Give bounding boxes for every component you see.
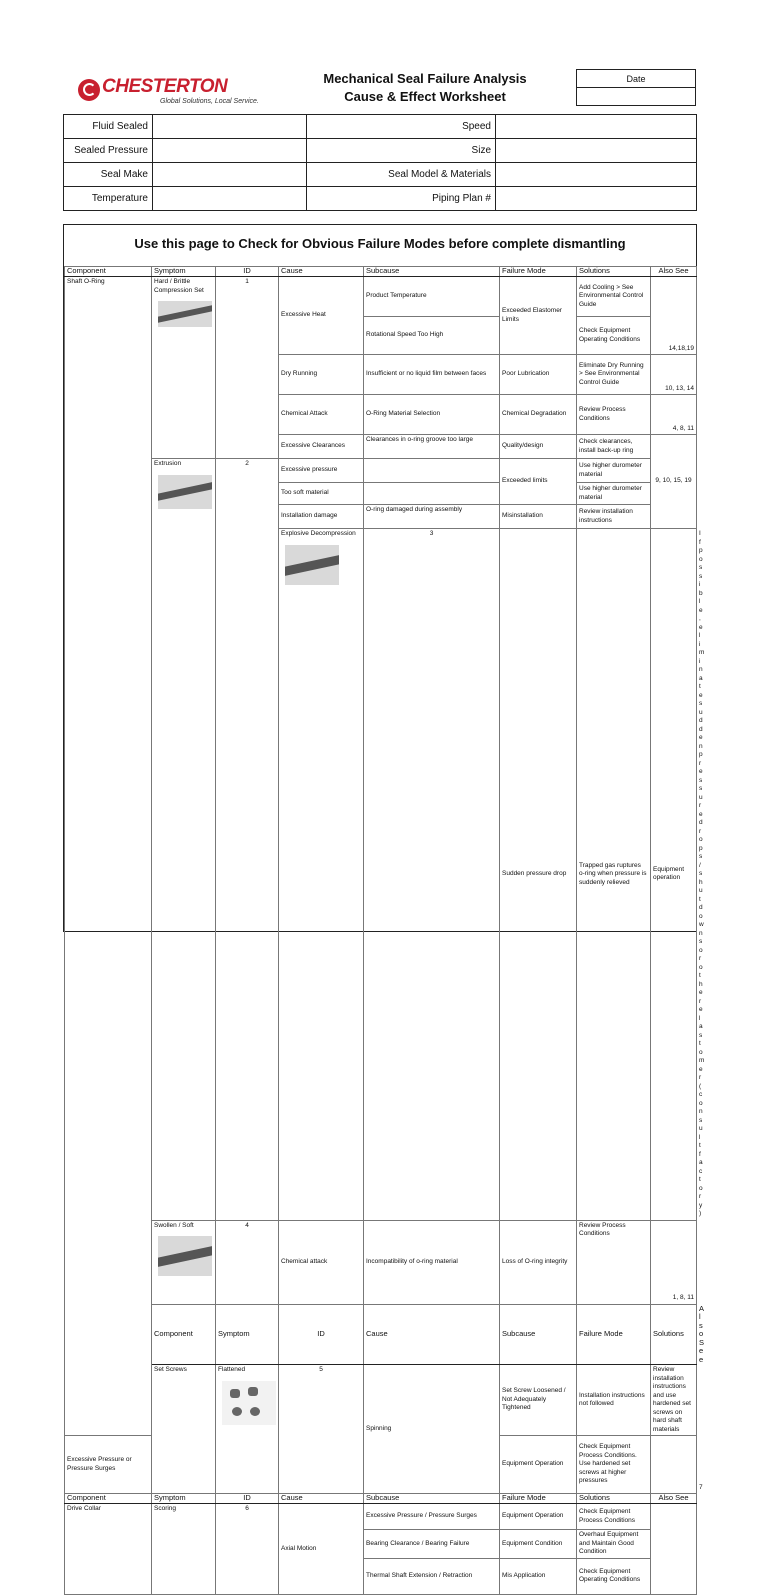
chesterton-logo [78, 76, 259, 110]
col-failure-mode: Failure Mode [500, 267, 577, 277]
oring-photo [158, 475, 212, 509]
symptom-cell [152, 459, 216, 1221]
col-component: Component [152, 1304, 216, 1365]
col-cause: Cause [279, 267, 364, 277]
symptom-cell [152, 1220, 216, 1304]
cause-cell: Sudden pressure drop [500, 529, 577, 1221]
table-row: Explosive Decompression 3 Sudden pressure drop Trapped gas ruptures o-ring when pressure is suddenly relieved Equipment operation If possible, eliminate sudden pressure drops/shutdowns or other elastomer (consult factory) [65, 529, 697, 1221]
piping-plan-field[interactable] [496, 187, 697, 211]
solution-cell: Use higher durometer material [577, 483, 651, 505]
subcause-cell: Excessive Pressure or Pressure Surges [65, 1436, 152, 1494]
component-cell: Set Screws [152, 1365, 216, 1494]
cause-cell: Spinning [364, 1365, 500, 1494]
title-line-1: Mechanical Seal Failure Analysis [323, 71, 527, 86]
col-id: ID [216, 1494, 279, 1504]
solution-cell: Check clearances, install back-up ring [577, 435, 651, 459]
id-cell: 4 [216, 1220, 279, 1304]
col-failure-mode: Failure Mode [500, 1494, 577, 1504]
also-see-cell: 10, 13, 14 [651, 355, 697, 395]
cause-cell: Excessive Clearances [279, 435, 364, 459]
failure-mode-cell: Mis Application [500, 1558, 577, 1594]
solution-cell: Review installation instructions and use hardened set screws on hard shaft materials [651, 1365, 697, 1436]
failure-mode-cell: Poor Lubrication [500, 355, 577, 395]
solution-cell: Check Equipment Process Conditions. Use hardened set screws at higher pressures [577, 1436, 651, 1494]
failure-mode-cell: Chemical Degradation [500, 395, 577, 435]
subcause-cell: Insufficient or no liquid film between faces [364, 355, 500, 395]
symptom-cell [152, 277, 216, 459]
table-header [65, 1494, 697, 1504]
symptom-label: Hard / Brittle Compression Set [154, 278, 204, 294]
col-failure-mode: Failure Mode [577, 1304, 651, 1365]
failure-mode-cell: Exceeded limits [500, 459, 577, 505]
id-cell: 1 [216, 277, 279, 459]
solution-cell: Review installation instructions [577, 505, 651, 529]
symptom-label: Explosive Decompression [281, 530, 356, 537]
symptom-label: Swollen / Soft [154, 1221, 194, 1229]
col-component: Component [65, 267, 152, 277]
date-label: Date [577, 70, 696, 88]
col-also-see: Also See [651, 1494, 697, 1504]
screw-shape [248, 1387, 258, 1396]
seal-model-label: Seal Model & Materials [307, 163, 496, 187]
symptom-cell: Scoring [152, 1504, 216, 1595]
col-symptom: Symptom [152, 267, 216, 277]
solution-cell: Review Process Conditions [577, 395, 651, 435]
table-row [65, 1504, 697, 1530]
table-row [65, 459, 697, 483]
failure-mode-cell: Installation instructions not followed [577, 1365, 651, 1436]
col-id: ID [216, 267, 279, 277]
col-solutions: Solutions [577, 1494, 651, 1504]
cause-cell: Dry Running [279, 355, 364, 395]
subcause-cell: Thermal Shaft Extension / Retraction [364, 1558, 500, 1594]
temperature-label: Temperature [64, 187, 153, 211]
screw-shape [230, 1389, 240, 1398]
fluid-sealed-label: Fluid Sealed [64, 115, 153, 139]
subcause-cell: O-Ring Material Selection [364, 395, 500, 435]
fluid-sealed-field[interactable] [153, 115, 307, 139]
subcause-cell: Product Temperature [364, 277, 500, 317]
failure-mode-cell: Equipment Operation [500, 1436, 577, 1494]
subcause-cell: O-ring damaged during assembly [364, 505, 500, 529]
failure-mode-cell: Quality/design [500, 435, 577, 459]
title-line-2: Cause & Effect Worksheet [344, 89, 506, 104]
oring-photo [285, 545, 339, 585]
subcause-cell: Incompatibility of o-ring material [364, 1220, 500, 1304]
id-cell: 3 [364, 529, 500, 1221]
symptom-cell [216, 1365, 279, 1494]
worksheet-title [300, 70, 550, 106]
failure-mode-cell: Exceeded Elastomer Limits [500, 277, 577, 355]
size-field[interactable] [496, 139, 697, 163]
section-heading: Use this page to Check for Obvious Failure Modes before complete dismantling [134, 236, 626, 251]
date-box [576, 69, 696, 106]
globe-icon [78, 79, 100, 101]
seal-info-table [63, 114, 697, 211]
solution-cell: Check Equipment Operating Conditions [577, 317, 651, 355]
date-field[interactable] [577, 88, 696, 106]
speed-label: Speed [307, 115, 496, 139]
solution-cell: Overhaul Equipment and Maintain Good Condition [577, 1530, 651, 1559]
col-component: Component [65, 1494, 152, 1504]
also-see-cell: 14,18,19 [651, 277, 697, 355]
col-cause: Cause [279, 1494, 364, 1504]
col-cause: Cause [364, 1304, 500, 1365]
solution-cell: Check Equipment Process Conditions [577, 1504, 651, 1530]
seal-model-field[interactable] [496, 163, 697, 187]
table-header [65, 267, 697, 277]
col-symptom: Symptom [216, 1304, 279, 1365]
solution-cell: Use higher durometer material [577, 459, 651, 483]
screw-shape [232, 1407, 242, 1416]
solution-cell: Check Equipment Operating Conditions [577, 1558, 651, 1594]
seal-make-field[interactable] [153, 163, 307, 187]
subcause-cell [364, 483, 500, 505]
subcause-cell: Trapped gas ruptures o-ring when pressure is suddenly relieved [577, 529, 651, 1221]
id-cell: 6 [216, 1504, 279, 1595]
set-screws-photo [222, 1381, 276, 1425]
col-subcause: Subcause [500, 1304, 577, 1365]
oring-photo [158, 1236, 212, 1276]
subcause-cell: Rotational Speed Too High [364, 317, 500, 355]
piping-plan-label: Piping Plan # [307, 187, 496, 211]
col-also-see: Also See [651, 267, 697, 277]
cause-cell: Axial Motion [279, 1504, 364, 1595]
component-cell: Shaft O-Ring [65, 277, 152, 1436]
cause-cell: Chemical Attack [279, 395, 364, 435]
failure-mode-cell: Equipment operation [651, 529, 697, 1221]
col-symptom: Symptom [152, 1494, 216, 1504]
solution-cell: Review Process Conditions [577, 1220, 651, 1304]
solution-cell: Eliminate Dry Running > See Environmental Control Guide [577, 355, 651, 395]
subcause-cell: Set Screw Loosened / Not Adequately Tightened [500, 1365, 577, 1436]
failure-mode-cell: Misinstallation [500, 505, 577, 529]
temperature-field[interactable] [153, 187, 307, 211]
col-id: ID [279, 1304, 364, 1365]
logo-tagline: Global Solutions, Local Service. [160, 98, 259, 105]
failure-mode-cell: Loss of O-ring integrity [500, 1220, 577, 1304]
size-label: Size [307, 139, 496, 163]
cause-cell: Excessive pressure [279, 459, 364, 483]
cause-cell: Too soft material [279, 483, 364, 505]
also-see-cell [651, 1504, 697, 1595]
oring-photo [158, 301, 212, 327]
col-solutions: Solutions [577, 267, 651, 277]
also-see-cell: 9, 10, 15, 19 [651, 435, 697, 529]
subcause-cell: Excessive Pressure / Pressure Surges [364, 1504, 500, 1530]
cause-cell: Chemical attack [279, 1220, 364, 1304]
table-row [65, 1220, 697, 1304]
symptom-cell [279, 529, 364, 1221]
id-cell: 2 [216, 459, 279, 1221]
table-row: Set Screws Flattened 5 Spinning Set Screw Loosened / Not Adequately Tightened Installation instructions not followed Review installation instructions and use hardened set screws on hard shaft materials 7 [65, 1365, 697, 1436]
solution-cell: Add Cooling > See Environmental Control Guide [577, 277, 651, 317]
failure-modes-table [64, 266, 705, 1595]
id-cell: 5 [279, 1365, 364, 1494]
col-solutions: Solutions [651, 1304, 697, 1365]
failure-mode-cell: Equipment Operation [500, 1504, 577, 1530]
speed-field[interactable] [496, 115, 697, 139]
symptom-label: Extrusion [154, 460, 182, 467]
cause-cell: Excessive Heat [279, 277, 364, 355]
symptom-label: Flattened [218, 1366, 246, 1373]
subcause-cell: Bearing Clearance / Bearing Failure [364, 1530, 500, 1559]
col-subcause: Subcause [364, 267, 500, 277]
also-see-cell: 4, 8, 11 [651, 395, 697, 435]
subcause-cell: Clearances in o-ring groove too large [364, 435, 500, 459]
sealed-pressure-label: Sealed Pressure [64, 139, 153, 163]
cause-cell: Installation damage [279, 505, 364, 529]
table-row [65, 277, 697, 317]
logo-name: CHESTERTON [102, 76, 228, 97]
failure-mode-cell: Equipment Condition [500, 1530, 577, 1559]
subcause-cell [364, 459, 500, 483]
screw-shape [250, 1407, 260, 1416]
seal-make-label: Seal Make [64, 163, 153, 187]
component-cell: Drive Collar [65, 1504, 152, 1595]
also-see-cell: 1, 8, 11 [651, 1220, 697, 1304]
table-header: Component Symptom ID Cause Subcause Failure Mode Solutions Also See [65, 1304, 697, 1365]
sealed-pressure-field[interactable] [153, 139, 307, 163]
col-subcause: Subcause [364, 1494, 500, 1504]
